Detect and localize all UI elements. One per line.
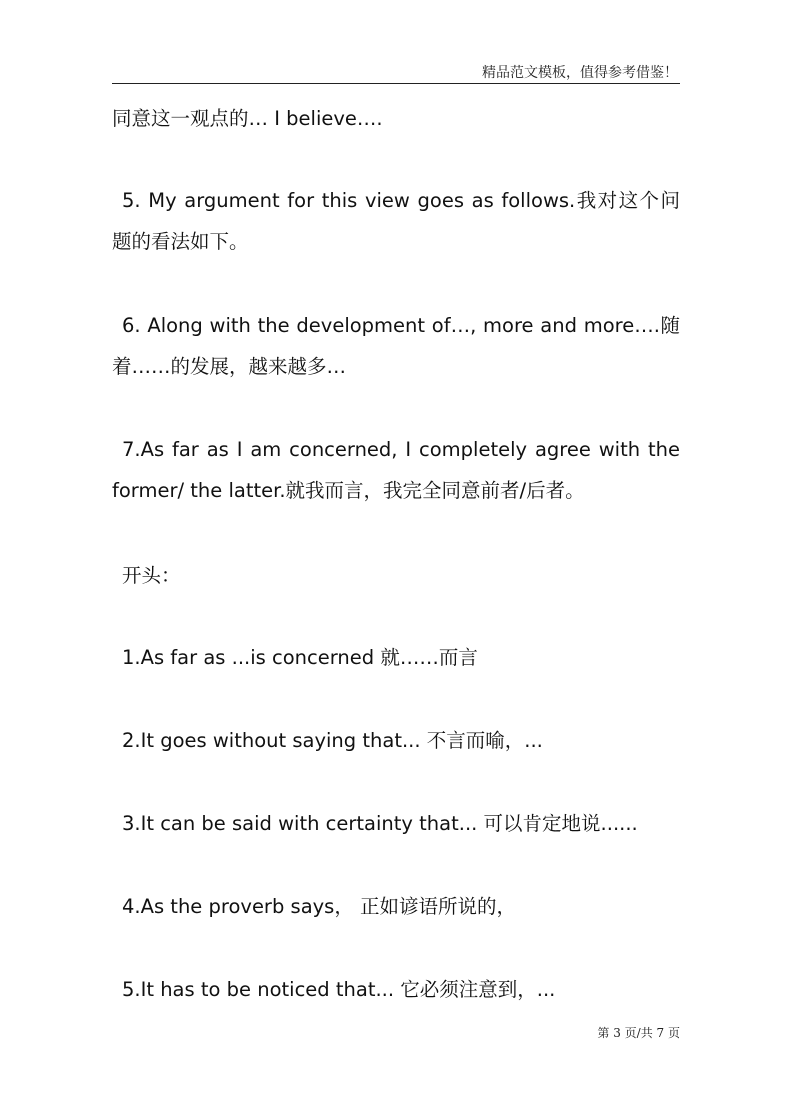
page-number: 第 3 页/共 7 页 xyxy=(597,1026,680,1040)
page-header xyxy=(112,58,680,84)
paragraph-2: 5. My argument for this view goes as follows.我对这个问题的看法如下。 xyxy=(112,189,680,253)
paragraph-1: 同意这一观点的… I believe…. xyxy=(112,107,383,130)
paragraph-3: 6. Along with the development of…, more and more….随着……的发展，越来越多… xyxy=(112,314,680,378)
paragraph-7: 3.It can be said with certainty that... 可以肯定地说...... xyxy=(122,812,638,835)
paragraph-9: 5.It has to be noticed that... 它必须注意到，... xyxy=(122,978,556,1001)
header-text: 精品范文模板，值得参考借鉴！ xyxy=(482,65,678,81)
paragraph-5: 1.As far as ...is concerned 就……而言 xyxy=(122,646,478,669)
paragraph-4: 7.As far as I am concerned, I completely agree with the former/ the latter.就我而言，我完全同意前者/后者。 xyxy=(112,438,680,502)
section-heading: 开头： xyxy=(122,564,181,587)
paragraph-6: 2.It goes without saying that... 不言而喻，... xyxy=(122,729,543,752)
paragraph-8: 4.As the proverb says， 正如谚语所说的， xyxy=(122,895,517,918)
